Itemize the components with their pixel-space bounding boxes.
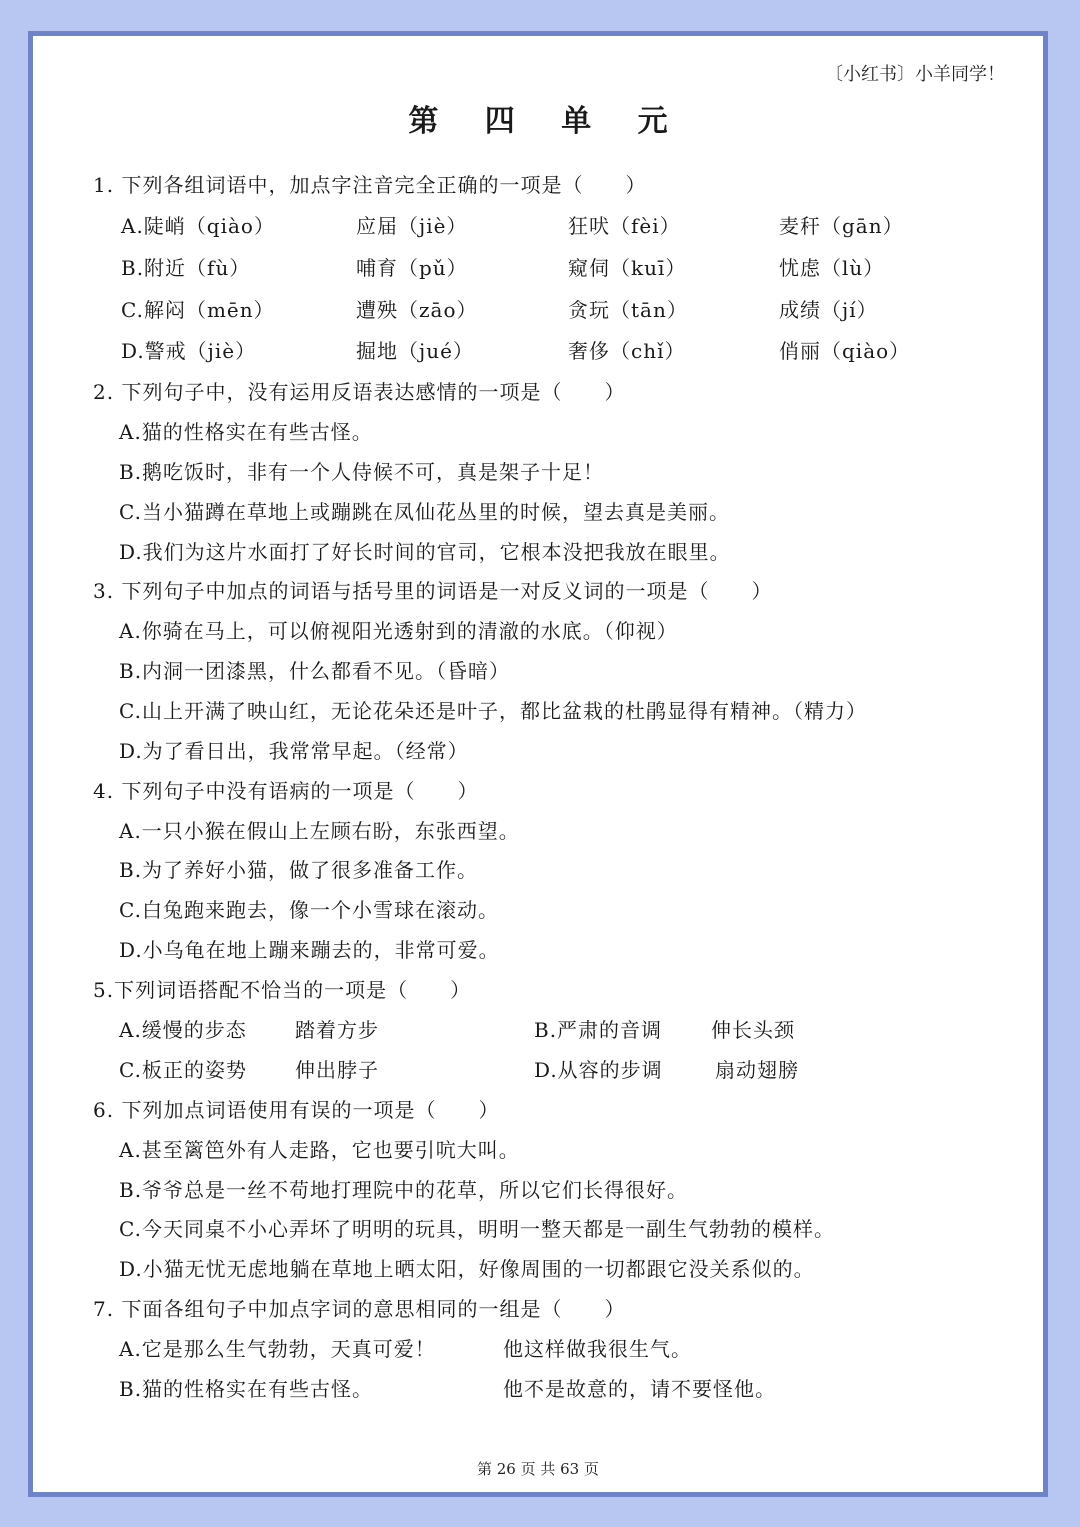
q6-option: C.今天同桌不小心弄坏了明明的玩具，明明一整天都是一副生气勃勃的模样。 (119, 1217, 835, 1241)
page-footer: 第 26 页 共 63 页 (476, 1460, 599, 1478)
q1-option: 哺育（pǔ） (356, 256, 468, 280)
q5-option: 伸出脖子 (295, 1058, 379, 1082)
q4-option: A.一只小猴在假山上左顾右盼，东张西望。 (119, 819, 520, 843)
q7-option: 他不是故意的，请不要怪他。 (503, 1377, 776, 1401)
question-3-stem: 3. 下列句子中加点的词语与括号里的词语是一对反义词的一项是（ ） (93, 579, 773, 603)
q1-option: A.陡峭（qiào） (121, 214, 275, 238)
q5-option: D.从容的步调 (534, 1058, 663, 1082)
question-1-stem: 1. 下列各组词语中，加点字注音完全正确的一项是（ ） (93, 173, 647, 197)
q3-option: B.内洞一团漆黑，什么都看不见。（昏暗） (119, 659, 511, 683)
q3-option: A.你骑在马上，可以俯视阳光透射到的清澈的水底。（仰视） (119, 619, 678, 643)
q1-option: 奢侈（chǐ） (568, 339, 686, 363)
question-6-stem: 6. 下列加点词语使用有误的一项是（ ） (93, 1098, 500, 1122)
q1-option: 掘地（jué） (356, 339, 474, 363)
q5-option: C.板正的姿势 (119, 1058, 247, 1082)
q4-option: B.为了养好小猫，做了很多准备工作。 (119, 858, 479, 882)
q6-option: D.小猫无忧无虑地躺在草地上晒太阳，好像周围的一切都跟它没关系似的。 (119, 1257, 815, 1281)
watermark: 〔小红书〕小羊同学！ (825, 64, 1005, 85)
q3-option: C.山上开满了映山红，无论花朵还是叶子，都比盆栽的杜鹃显得有精神。（精力） (119, 699, 867, 723)
q3-option: D.为了看日出，我常常早起。（经常） (119, 739, 469, 763)
q2-option: C.当小猫蹲在草地上或蹦跳在凤仙花丛里的时候，望去真是美丽。 (119, 500, 730, 524)
q5-option: A.缓慢的步态 (119, 1018, 247, 1042)
q7-option: B.猫的性格实在有些古怪。 (119, 1377, 374, 1401)
q1-option: 窥伺（kuī） (568, 256, 687, 280)
worksheet-page (28, 31, 1048, 1497)
q1-option: 贪玩（tān） (568, 298, 688, 322)
q2-option: A.猫的性格实在有些古怪。 (119, 420, 373, 444)
q4-option: D.小乌龟在地上蹦来蹦去的，非常可爱。 (119, 938, 500, 962)
q1-option: 俏丽（qiào） (779, 339, 911, 363)
q1-option: C.解闷（mēn） (121, 298, 275, 322)
q6-option: B.爷爷总是一丝不苟地打理院中的花草，所以它们长得很好。 (119, 1178, 689, 1202)
q5-option: 伸长头颈 (711, 1018, 795, 1042)
page-title: 第 四 单 元 (408, 104, 686, 139)
q1-option: 狂吠（fèi） (568, 214, 681, 238)
q1-option: 遭殃（zāo） (356, 298, 478, 322)
question-5-stem: 5.下列词语搭配不恰当的一项是（ ） (93, 978, 472, 1002)
q5-option: 扇动翅膀 (715, 1058, 799, 1082)
question-2-stem: 2. 下列句子中，没有运用反语表达感情的一项是（ ） (93, 380, 626, 404)
q6-option: A.甚至篱笆外有人走路，它也要引吭大叫。 (119, 1138, 520, 1162)
question-7-stem: 7. 下面各组句子中加点字词的意思相同的一组是（ ） (93, 1297, 626, 1321)
q1-option: B.附近（fù） (121, 256, 251, 280)
q1-option: 麦秆（gān） (779, 214, 904, 238)
q1-option: 应届（jiè） (356, 214, 468, 238)
q2-option: D.我们为这片水面打了好长时间的官司，它根本没把我放在眼里。 (119, 540, 731, 564)
q1-option: 成绩（jí） (779, 298, 878, 322)
q5-option: 踏着方步 (295, 1018, 379, 1042)
q1-option: D.警戒（jiè） (121, 339, 257, 363)
q1-option: 忧虑（lù） (779, 256, 885, 280)
q7-option: A.它是那么生气勃勃，天真可爱！ (119, 1337, 436, 1361)
q5-option: B.严肃的音调 (534, 1018, 663, 1042)
q7-option: 他这样做我很生气。 (503, 1337, 692, 1361)
question-4-stem: 4. 下列句子中没有语病的一项是（ ） (93, 779, 479, 803)
q2-option: B.鹅吃饭时，非有一个人侍候不可，真是架子十足！ (119, 460, 605, 484)
q4-option: C.白兔跑来跑去，像一个小雪球在滚动。 (119, 898, 499, 922)
